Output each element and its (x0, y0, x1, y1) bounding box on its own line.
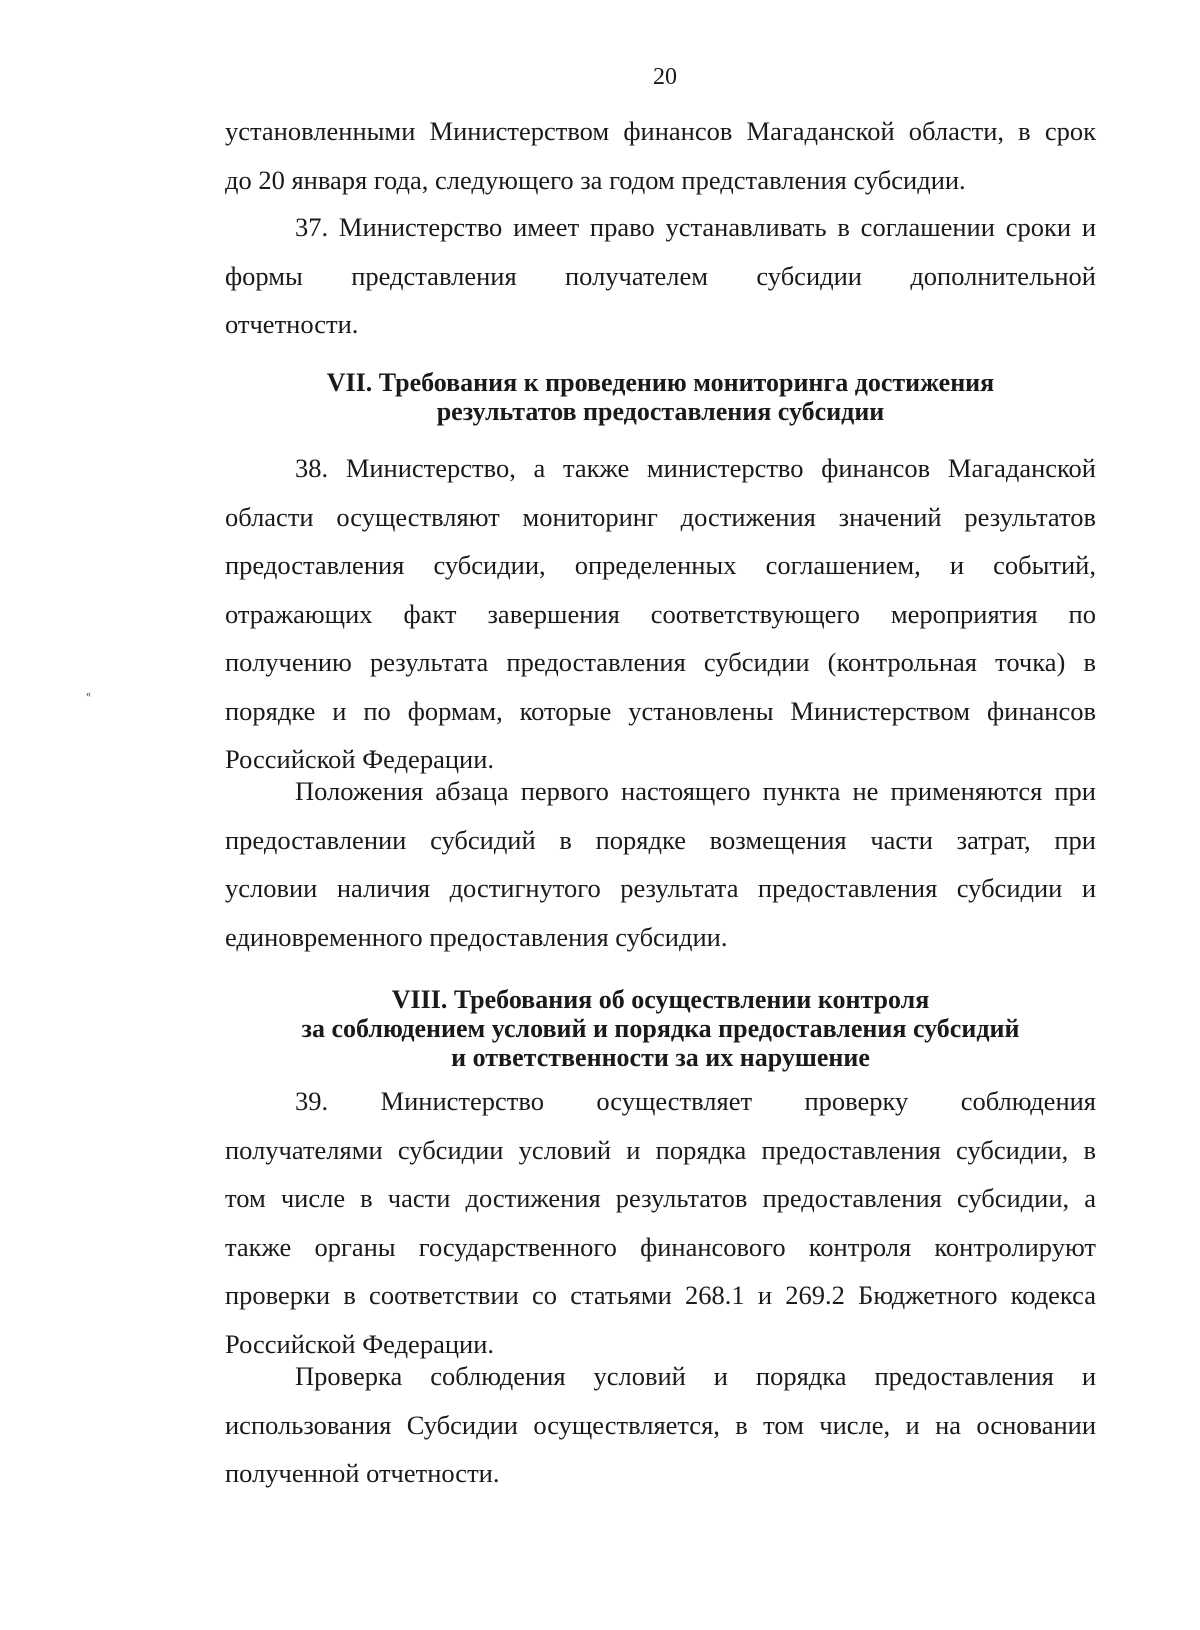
text-line: Проверка соблюдения условий и порядка предоставления и (295, 1361, 1096, 1391)
text-line: также органы государственного финансового контроля контролируют (225, 1231, 1096, 1262)
margin-mark: « (86, 689, 91, 700)
heading-line: результатов предоставления субсидии (436, 397, 885, 426)
paragraph-38 (225, 444, 1096, 784)
heading-line: и ответственности за их нарушение (451, 1043, 870, 1072)
text-line: Российской Федерации. (225, 744, 494, 774)
heading-line: VII. Требования к проведению мониторинга достижения (326, 368, 995, 397)
text-line: проверки в соответствии со статьями 268.1 и 269.2 Бюджетного кодекса (225, 1280, 1096, 1310)
text-line: единовременного предоставления субсидии. (225, 921, 728, 952)
paragraph-38-second (225, 767, 1096, 961)
text-line: формы представления получателем субсидии дополнительной (225, 260, 1096, 291)
text-line: получателями субсидии условий и порядка предоставления субсидии, в (225, 1134, 1096, 1165)
text-line: установленными Министерством финансов Магаданской области, в срок (225, 116, 1096, 146)
text-line: использования Субсидии осуществляется, в том числе, и на основании (225, 1409, 1096, 1440)
page-number: 20 (653, 64, 677, 90)
text-line: Российской Федерации. (225, 1328, 494, 1359)
paragraph-39-second (225, 1352, 1096, 1498)
text-line: 39. Министерство осуществляет проверку соблюдения (295, 1086, 1096, 1116)
text-line: получению результата предоставления субсидии (контрольная точка) в (225, 647, 1096, 677)
text-line: отражающих факт завершения соответствующего мероприятия по (225, 598, 1096, 629)
text-line: области осуществляют мониторинг достижения значений результатов (225, 501, 1096, 532)
text-line: условии наличия достигнутого результата предоставления субсидии и (225, 873, 1096, 903)
section-heading-vii (225, 368, 1096, 426)
paragraph-39 (225, 1077, 1096, 1368)
text-line: отчетности. (225, 309, 359, 339)
paragraph-continuation (225, 107, 1096, 204)
paragraph-37 (225, 203, 1096, 349)
section-heading-viii (225, 985, 1096, 1072)
text-line: том числе в части достижения результатов предоставления субсидии, а (225, 1183, 1096, 1213)
text-line: предоставлении субсидий в порядке возмещения части затрат, при (225, 824, 1096, 855)
text-line: до 20 января года, следующего за годом представления субсидии. (225, 164, 966, 195)
text-line: Положения абзаца первого настоящего пункта не применяются при (295, 776, 1096, 806)
heading-line: за соблюдением условий и порядка предоставления субсидий (301, 1014, 1020, 1043)
text-line: 38. Министерство, а также министерство финансов Магаданской (295, 453, 1096, 483)
text-line: предоставления субсидии, определенных соглашением, и событий, (225, 550, 1096, 580)
text-line: порядке и по формам, которые установлены Министерством финансов (225, 695, 1096, 726)
text-line: полученной отчетности. (225, 1458, 500, 1488)
text-line: 37. Министерство имеет право устанавливать в соглашении сроки и (295, 212, 1096, 242)
heading-line: VIII. Требования об осуществлении контроля (391, 985, 930, 1014)
